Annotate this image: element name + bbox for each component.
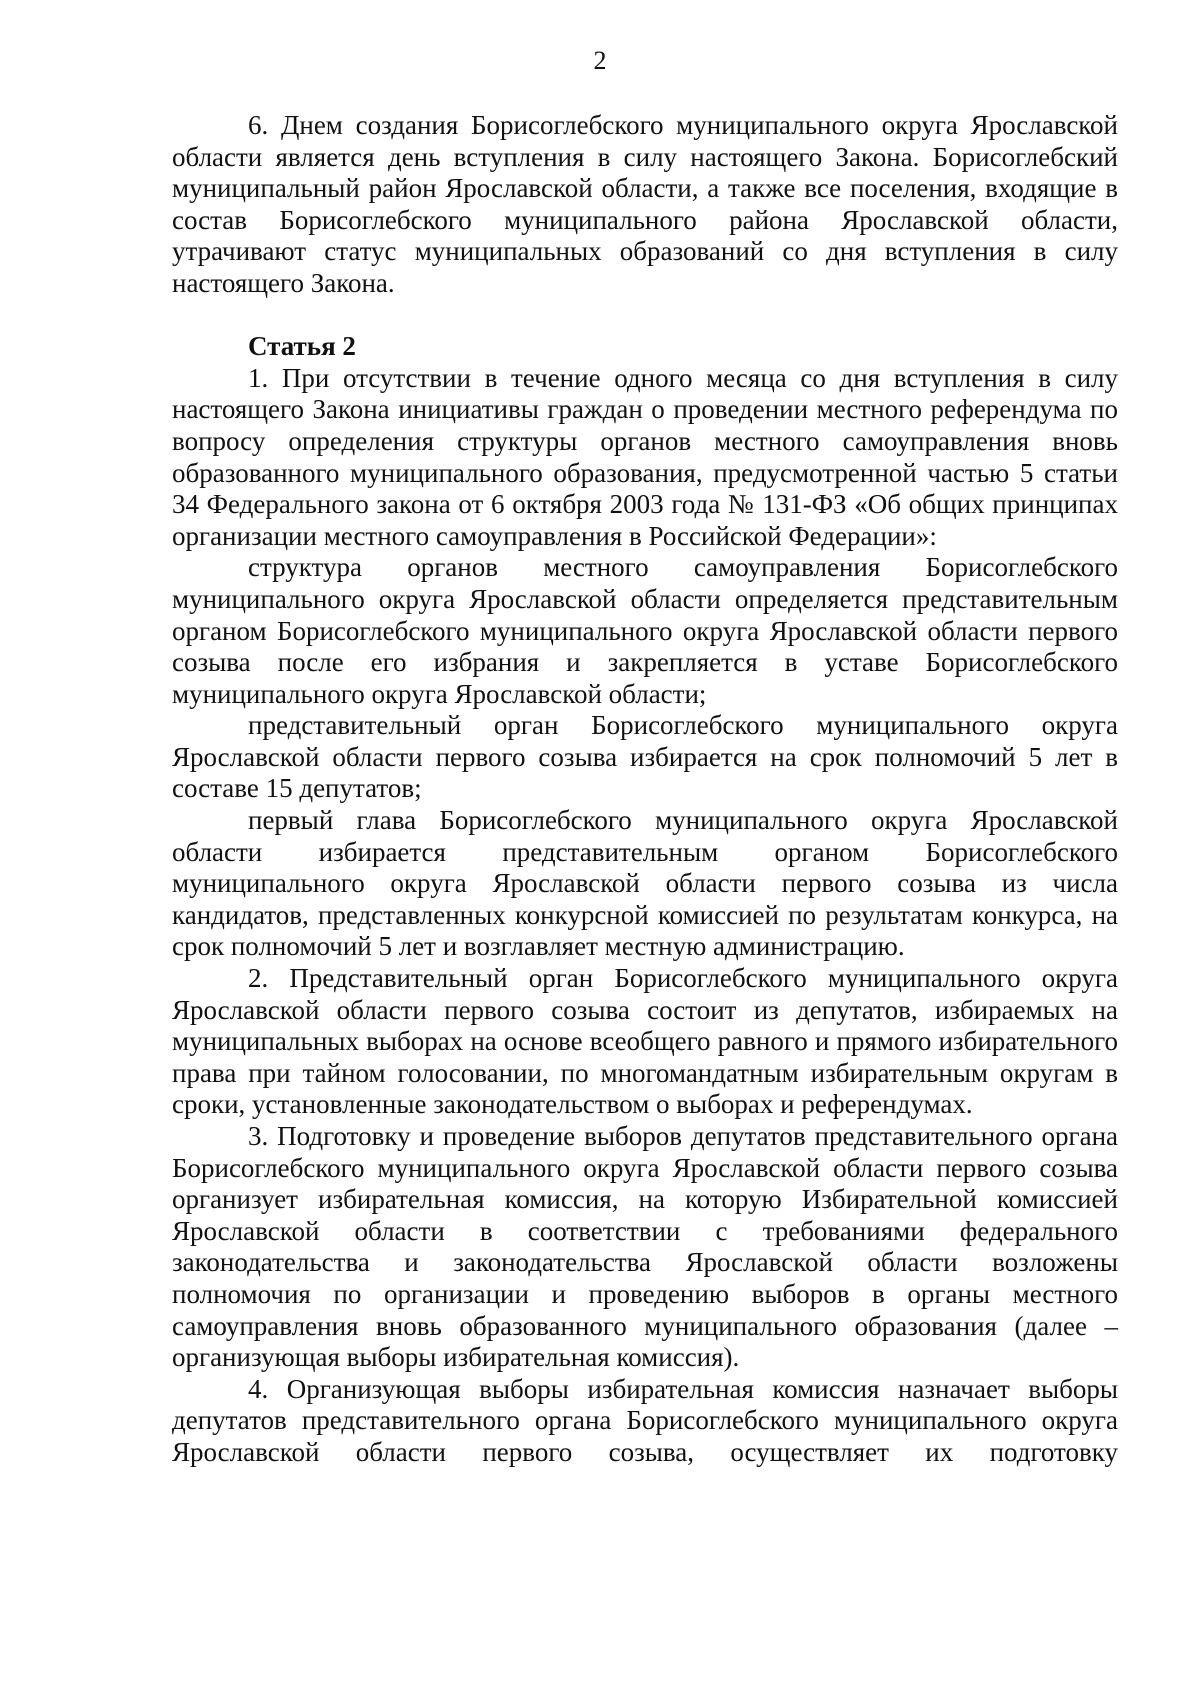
article-paragraph-2: 2. Представительный орган Борисоглебского муниципального округа Ярославской области первого созыва состоит из депутатов, избираемых на муниципальных выборах на основе всеобщего равного и прямого избирательного права при тайном голосовании, по многомандатным избирательным округам в сроки, установленные законодательством о выборах и референдумах.: [172, 963, 1118, 1120]
article-paragraph-4: 4. Организующая выборы избирательная комиссия назначает выборы депутатов представительного органа Борисоглебского муниципального округа Ярославской области первого созыва, осуществляет их подготовку: [172, 1373, 1118, 1467]
article-paragraph-representative-body: представительный орган Борисоглебского муниципального округа Ярославской области первого созыва избирается на срок полномочий 5 лет в составе 15 депутатов;: [172, 710, 1118, 804]
article-paragraph-3: 3. Подготовку и проведение выборов депутатов представительного органа Борисоглебского муниципального округа Ярославской области первого созыва организует избирательная комиссия, на которую Избирательной комиссией Ярославской области в соответствии с требованиями федерального законодательства и законодательства Ярославской области возложены полномочия по организации и проведению выборов в органы местного самоуправления вновь образованного муниципального образования (далее – организующая выборы избирательная комиссия).: [172, 1121, 1118, 1373]
article-paragraph-first-head: первый глава Борисоглебского муниципального округа Ярославской области избирается представительным органом Борисоглебского муниципального округа Ярославской области первого созыва из числа кандидатов, представленных конкурсной комиссией по результатам конкурса, на срок полномочий 5 лет и возглавляет местную администрацию.: [172, 805, 1118, 962]
article-paragraph-1: 1. При отсутствии в течение одного месяца со дня вступления в силу настоящего Закона инициативы граждан о проведении местного референдума по вопросу определения структуры органов местного самоуправления вновь образованного муниципального образования, предусмотренной частью 5 статьи 34 Федерального закона от 6 октября 2003 года № 131-ФЗ «Об общих принципах организации местного самоуправления в Российской Федерации»:: [172, 362, 1118, 551]
page-number: 2: [593, 46, 607, 75]
article-paragraph-structure: структура органов местного самоуправления Борисоглебского муниципального округа Ярославской области определяется представительным органом Борисоглебского муниципального округа Ярославской области первого созыва после его избрания и закрепляется в уставе Борисоглебского муниципального округа Ярославской области;: [172, 552, 1118, 709]
article-heading: Статья 2: [248, 331, 356, 362]
paragraph-6: 6. Днем создания Борисоглебского муниципального округа Ярославской области является день вступления в силу настоящего Закона. Борисоглебский муниципальный район Ярославской области, а также все поселения, входящие в состав Борисоглебского муниципального района Ярославской области, утрачивают статус муниципальных образований со дня вступления в силу настоящего Закона.: [172, 110, 1118, 298]
document-body: [172, 110, 1118, 1469]
